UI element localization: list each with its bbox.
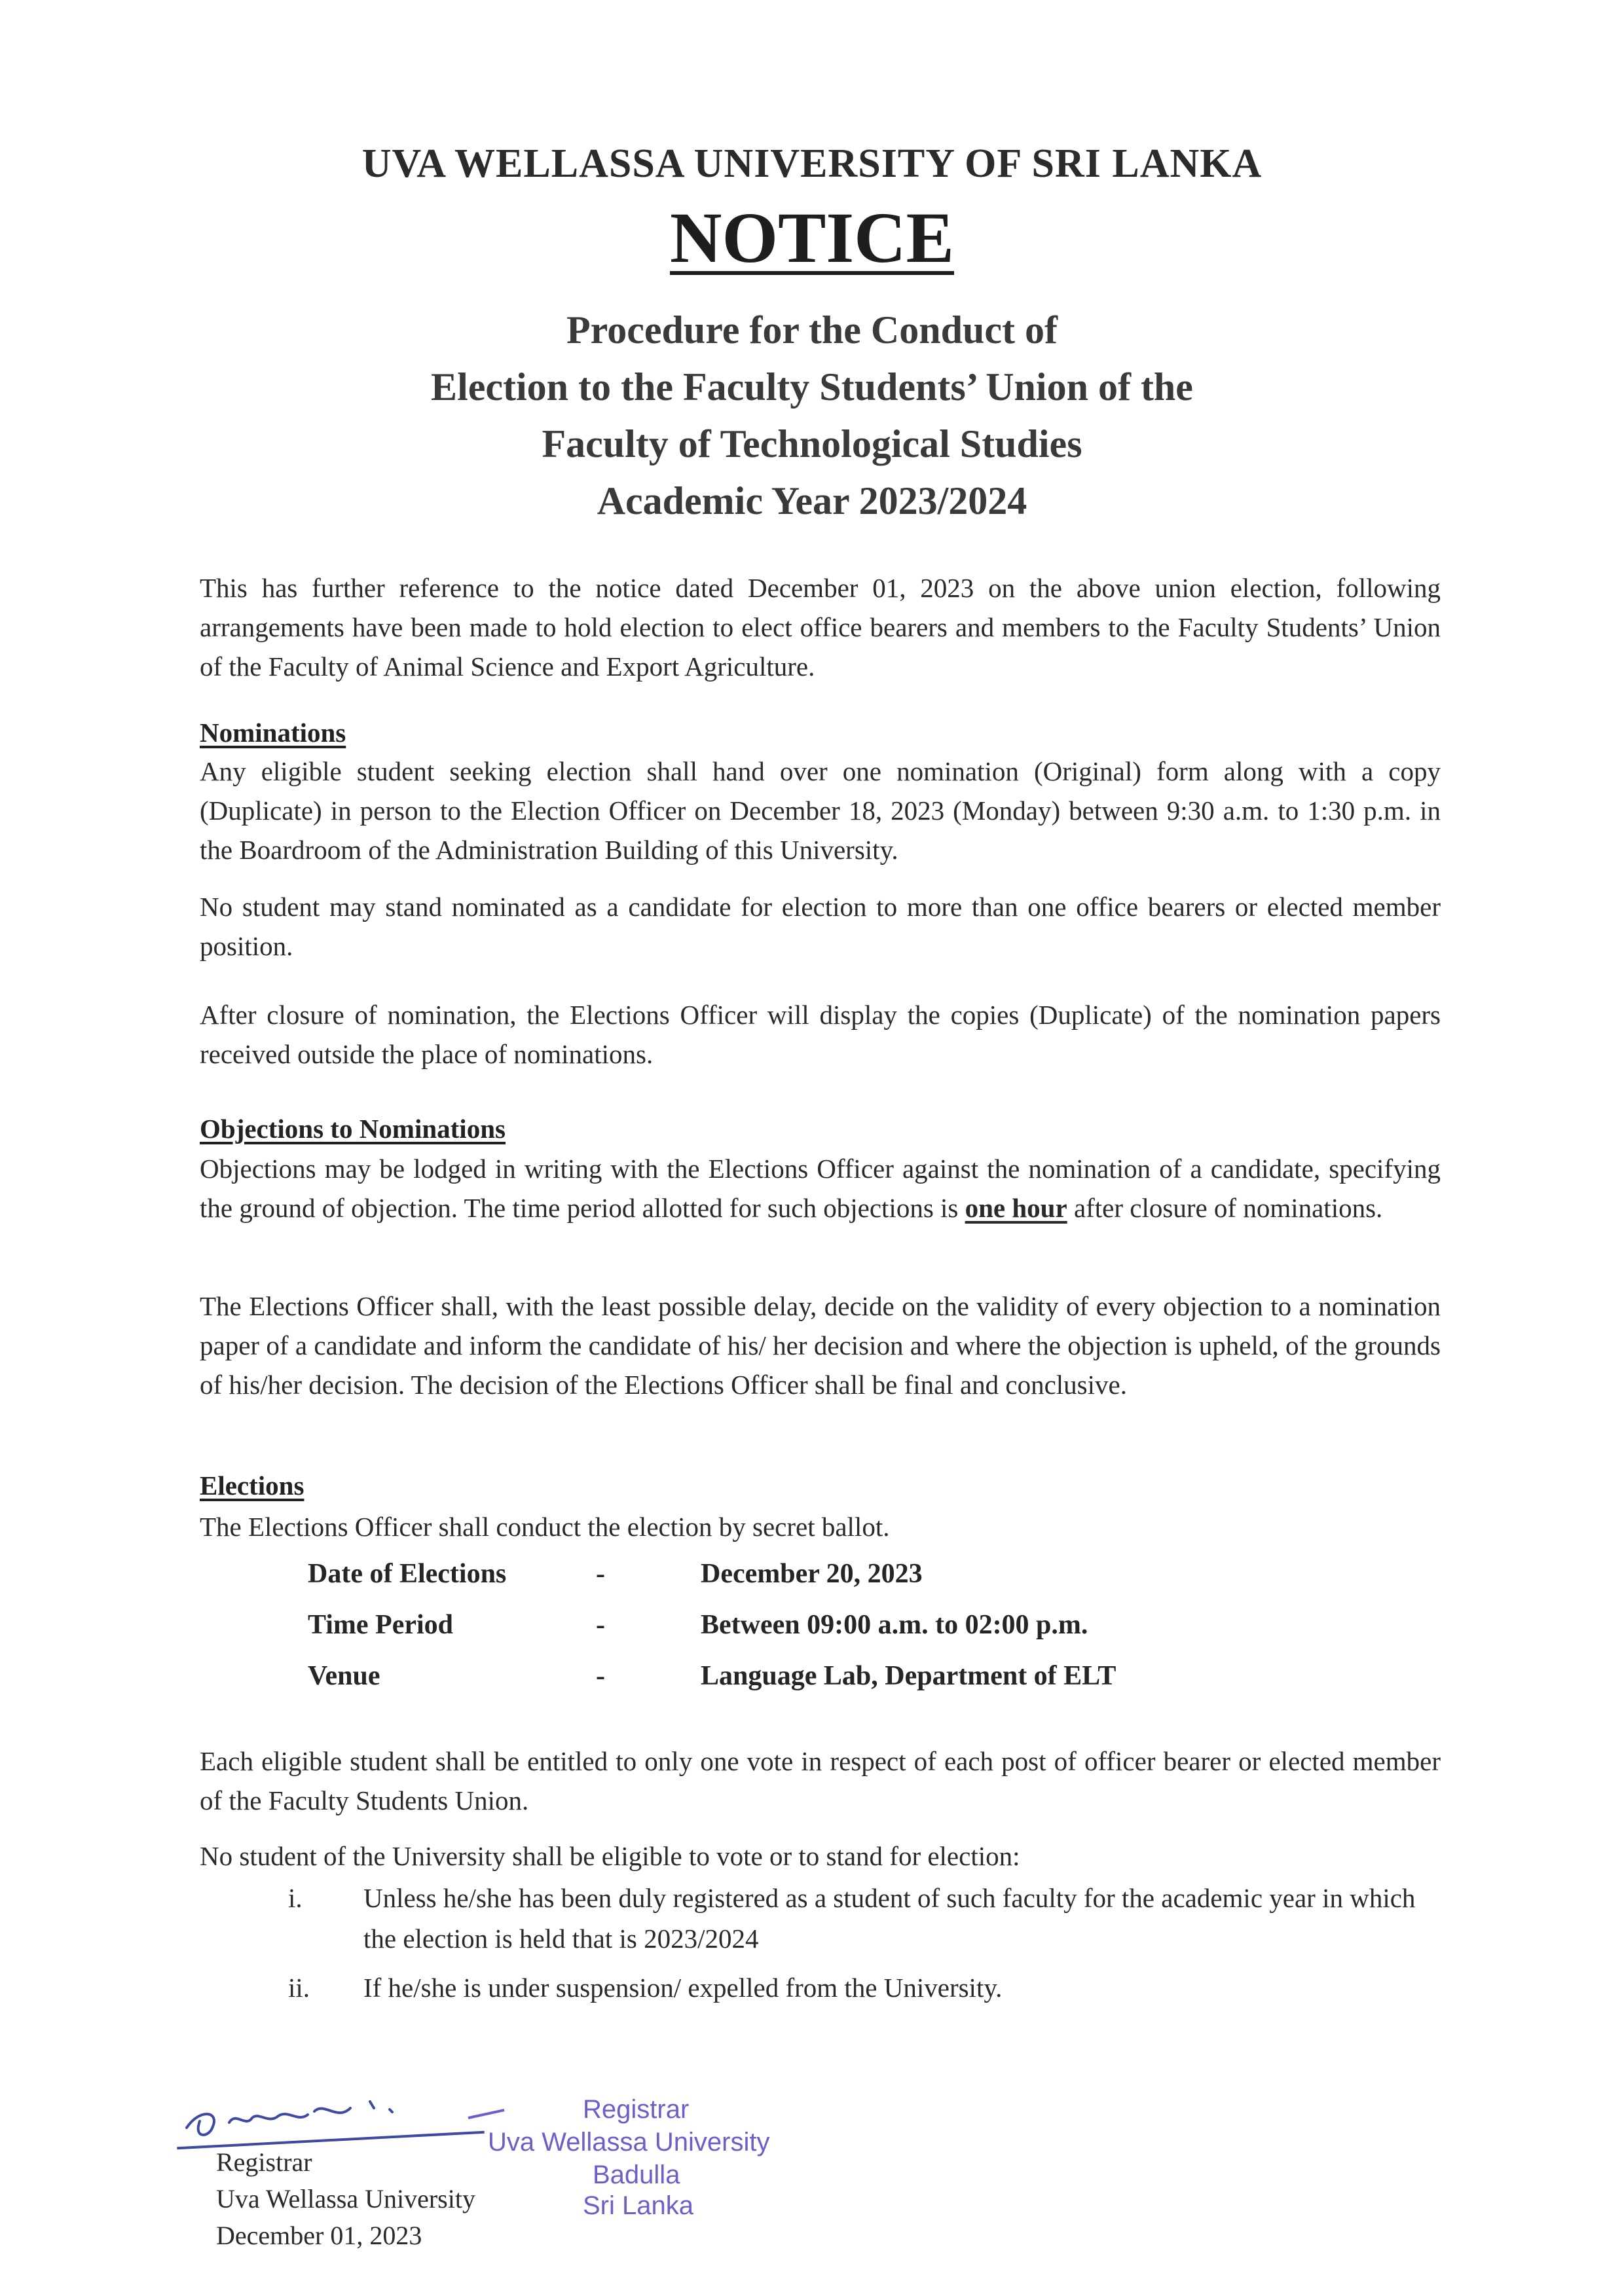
- stamp-line-1: Registrar: [583, 2095, 690, 2124]
- nominations-paragraph-3: After closure of nomination, the Elections Officer will display the copies (Duplicate) of the nomination papers received outside the place of nominations.: [200, 1000, 1441, 1069]
- objections-paragraph-1: Objections may be lodged in writing with the Elections Officer against the nomination of a candidate, specifying the ground of objection. The time period allotted for such objections is one hour after closure of nominations.: [200, 1154, 1441, 1223]
- list-text: If he/she is under suspension/ expelled from the University.: [363, 1973, 1003, 2003]
- nominations-heading: Nominations: [200, 718, 346, 748]
- intro-paragraph: This has further reference to the notice dated December 01, 2023 on the above union election, following arrangements have been made to hold election to elect office bearers and members to the Faculty Students’ Union of the Faculty of Animal Science and Export Agriculture.: [200, 573, 1441, 682]
- stamp-line-3: Badulla: [593, 2160, 680, 2189]
- detail-row-time: [308, 1609, 1421, 1649]
- detail-label: Time Period: [308, 1610, 454, 1640]
- detail-value: Between 09:00 a.m. to 02:00 p.m.: [701, 1610, 1088, 1640]
- notice-title: NOTICE: [670, 198, 954, 278]
- detail-separator: -: [596, 1661, 605, 1691]
- nominations-paragraph-1: Any eligible student seeking election shall hand over one nomination (Original) form along with a copy (Duplicate) in person to the Election Officer on December 18, 2023 (Monday) between 9:30 a.m. to 1:30 p.m. in the Boardroom of the Administration Building of this University.: [200, 756, 1441, 865]
- registrar-stamp: [458, 2092, 825, 2236]
- signature-scribble: [174, 2082, 462, 2154]
- subtitle-line-1: Procedure for the Conduct of: [566, 308, 1058, 352]
- list-text: Unless he/she has been duly registered as a student of such faculty for the academic year in which the election is held that is 2023/2024: [363, 1883, 1416, 1954]
- subtitle-line-4: Academic Year 2023/2024: [597, 479, 1027, 522]
- subtitle-line-2: Election to the Faculty Students’ Union of the: [431, 365, 1193, 409]
- detail-separator: -: [596, 1559, 605, 1589]
- signature-block: [216, 2144, 475, 2254]
- list-number: ii.: [288, 1973, 310, 2003]
- elections-intro: The Elections Officer shall conduct the election by secret ballot.: [200, 1512, 890, 1542]
- list-number: i.: [288, 1883, 303, 1913]
- subtitle-line-3: Faculty of Technological Studies: [542, 422, 1082, 465]
- stamp-line-4: Sri Lanka: [583, 2191, 693, 2220]
- university-name: UVA WELLASSA UNIVERSITY OF SRI LANKA: [361, 141, 1263, 186]
- objections-heading: Objections to Nominations: [200, 1114, 506, 1144]
- detail-row-venue: [308, 1660, 1421, 1700]
- signatory-title: Registrar: [216, 2147, 312, 2177]
- detail-label: Date of Elections: [308, 1559, 507, 1589]
- signatory-institution: Uva Wellassa University: [216, 2184, 475, 2214]
- objections-paragraph-2: The Elections Officer shall, with the least possible delay, decide on the validity of every objection to a nomination paper of a candidate and inform the candidate of his/ her decision and where the objection is upheld, of the grounds of his/her decision. The decision of the Elections Officer shall be final and conclusive.: [200, 1291, 1441, 1400]
- eligibility-intro: No student of the University shall be eligible to vote or to stand for election:: [200, 1841, 1020, 1871]
- stamp-line-2: Uva Wellassa University: [488, 2128, 770, 2157]
- signature-date: December 01, 2023: [216, 2221, 422, 2250]
- detail-label: Venue: [308, 1661, 380, 1691]
- nominations-paragraph-2: No student may stand nominated as a candidate for election to more than one office bearers or elected member position.: [200, 892, 1441, 961]
- detail-separator: -: [596, 1610, 605, 1640]
- detail-row-date: [308, 1558, 1421, 1597]
- stamp-mark: [465, 2105, 511, 2124]
- elections-heading: Elections: [200, 1470, 304, 1501]
- detail-value: December 20, 2023: [701, 1559, 923, 1589]
- detail-value: Language Lab, Department of ELT: [701, 1661, 1116, 1691]
- vote-rule-paragraph: Each eligible student shall be entitled to only one vote in respect of each post of officer bearer or elected member of the Faculty Students Union.: [200, 1746, 1441, 1815]
- one-hour-highlight: one hour: [965, 1193, 1067, 1223]
